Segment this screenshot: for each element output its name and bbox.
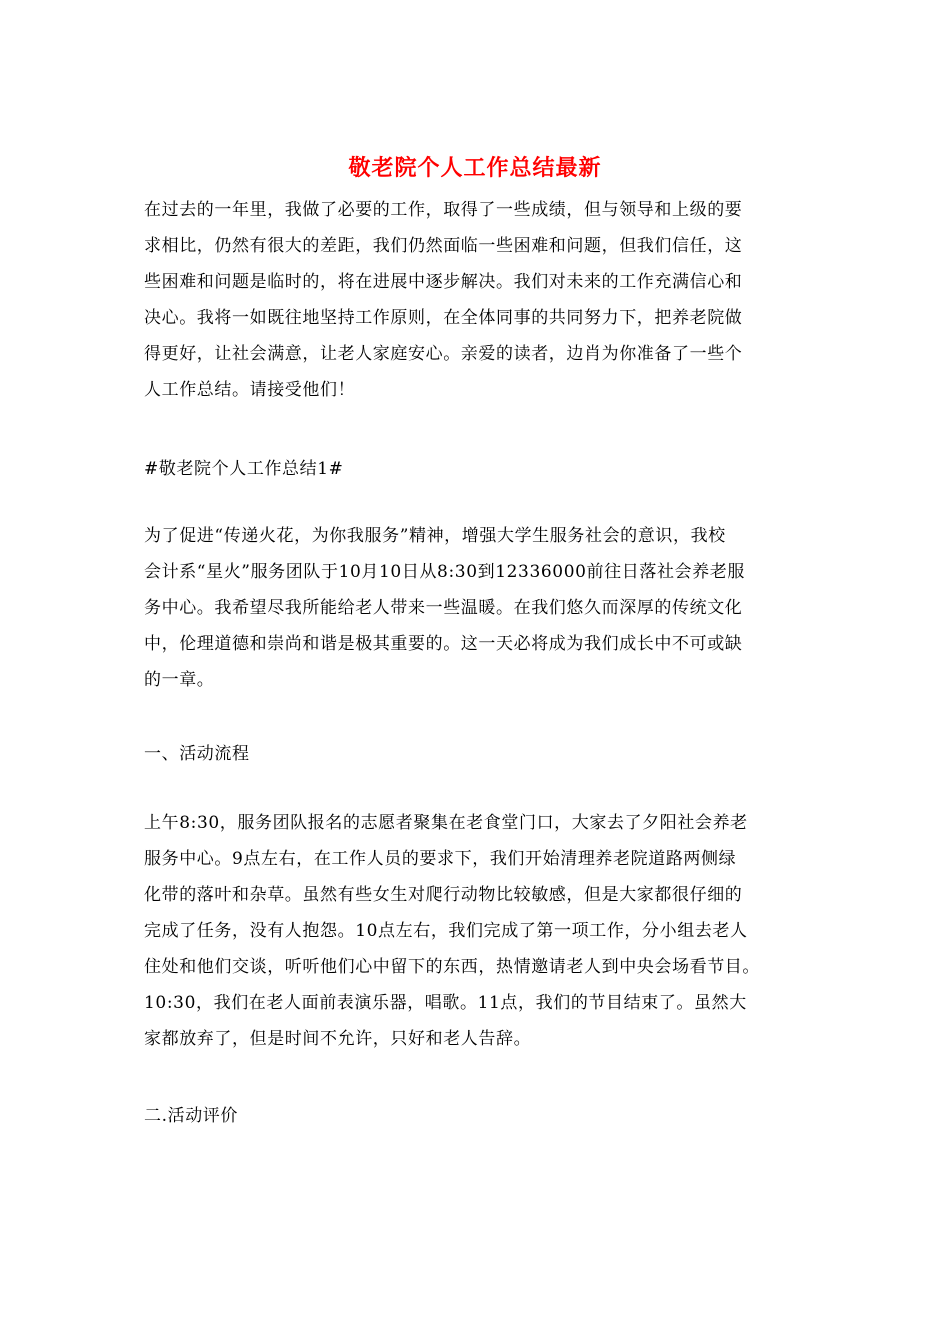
- heading-activity-process: 一、活动流程: [144, 744, 250, 764]
- intro-line: 些困难和问题是临时的，将在进展中逐步解决。我们对未来的工作充满信心和: [144, 272, 743, 292]
- paragraph-2: [144, 805, 808, 1057]
- section-marker: #敬老院个人工作总结1#: [144, 459, 344, 479]
- paragraph-1: [144, 518, 808, 698]
- intro-line: 求相比，仍然有很大的差距，我们仍然面临一些困难和问题，但我们信任，这: [144, 236, 743, 256]
- paragraph-line: 上午8:30，服务团队报名的志愿者聚集在老食堂门口，大家去了夕阳社会养老: [144, 813, 748, 833]
- heading-activity-evaluation: 二.活动评价: [144, 1106, 239, 1126]
- intro-line: 决心。我将一如既往地坚持工作原则，在全体同事的共同努力下，把养老院做: [144, 308, 743, 328]
- paragraph-line: 完成了任务，没有人抱怨。10点左右，我们完成了第一项工作，分小组去老人: [144, 921, 748, 941]
- paragraph-line: 为了促进“传递火花，为你我服务”精神，增强大学生服务社会的意识，我校: [144, 526, 726, 546]
- intro-paragraph: [144, 192, 808, 408]
- paragraph-line: 住处和他们交谈，听听他们心中留下的东西，热情邀请老人到中央会场看节目。: [144, 957, 760, 977]
- intro-line: 得更好，让社会满意，让老人家庭安心。亲爱的读者，边肖为你准备了一些个: [144, 344, 743, 364]
- paragraph-line: 10:30，我们在老人面前表演乐器，唱歌。11点，我们的节目结束了。虽然大: [144, 993, 747, 1013]
- intro-line: 人工作总结。请接受他们！: [144, 380, 356, 400]
- paragraph-line: 服务中心。9点左右，在工作人员的要求下，我们开始清理养老院道路两侧绿: [144, 849, 737, 869]
- paragraph-line: 会计系“星火”服务团队于10月10日从8:30到12336000前往日落社会养老服: [144, 562, 745, 582]
- paragraph-line: 务中心。我希望尽我所能给老人带来一些温暖。在我们悠久而深厚的传统文化: [144, 598, 743, 618]
- paragraph-line: 家都放弃了，但是时间不允许，只好和老人告辞。: [144, 1029, 532, 1049]
- intro-line: 在过去的一年里，我做了必要的工作，取得了一些成绩，但与领导和上级的要: [144, 200, 743, 220]
- document-title: 敬老院个人工作总结最新: [348, 155, 602, 181]
- paragraph-line: 的一章。: [144, 670, 215, 690]
- paragraph-line: 中，伦理道德和崇尚和谐是极其重要的。这一天必将成为我们成长中不可或缺: [144, 634, 743, 654]
- paragraph-line: 化带的落叶和杂草。虽然有些女生对爬行动物比较敏感，但是大家都很仔细的: [144, 885, 743, 905]
